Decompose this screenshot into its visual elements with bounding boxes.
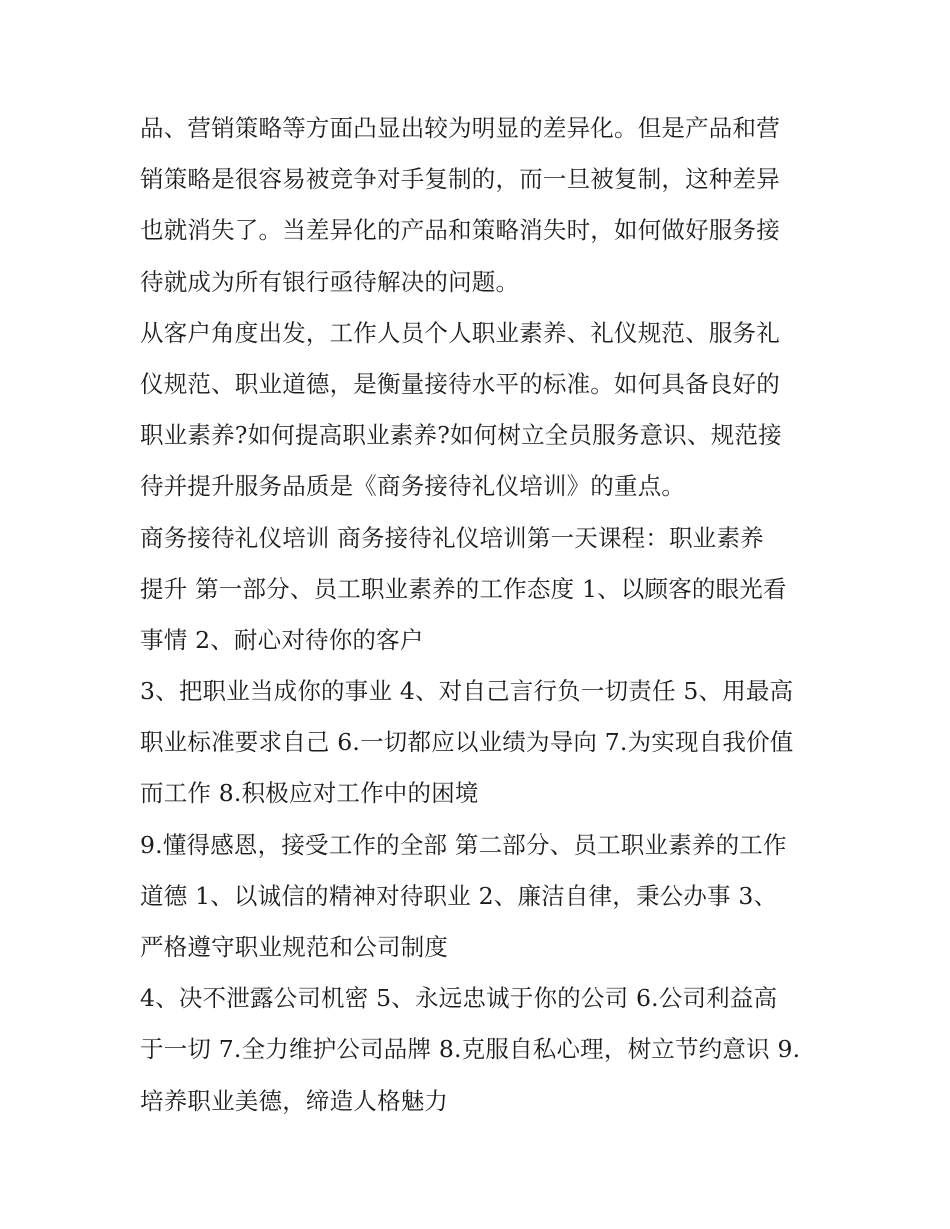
text-line: 9.懂得感恩，接受工作的全部 第二部分、员工职业素养的工作 [140,830,787,859]
paragraph-1 [140,103,820,308]
text-line: 严格遵守职业规范和公司制度 [140,933,449,961]
paragraph-3 [140,513,820,667]
paragraph-2 [140,308,820,513]
text-line: 也就消失了。当差异化的产品和策略消失时，如何做好服务接 [140,216,780,245]
text-line: 从客户角度出发，工作人员个人职业素养、礼仪规范、服务礼 [140,318,780,347]
text-line: 提升 第一部分、员工职业素养的工作态度 1、以顾客的眼光看 [140,574,787,603]
text-line: 培养职业美德，缔造人格魅力 [140,1086,449,1115]
text-line: 道德 1、以诚信的精神对待职业 2、廉洁自律，秉公办事 3、 [140,881,778,910]
text-line: 3、把职业当成你的事业 4、对自己言行负一切责任 5、用最高 [140,677,794,706]
text-line: 事情 2、耐心对待你的客户 [140,625,424,654]
paragraph-4 [140,666,820,820]
text-line: 商务接待礼仪培训 商务接待礼仪培训第一天课程：职业素养 [140,523,764,552]
paragraph-6 [140,973,820,1127]
text-line: 销策略是很容易被竞争对手复制的，而一旦被复制，这种差异 [140,165,780,194]
text-line: 仪规范、职业道德，是衡量接待水平的标准。如何具备良好的 [140,369,780,398]
text-line: 待就成为所有银行亟待解决的问题。 [140,267,520,296]
text-line: 而工作 8.积极应对工作中的困境 [140,779,479,808]
text-line: 职业素养?如何提高职业素养?如何树立全员服务意识、规范接 [140,421,782,450]
document-body [140,103,820,1127]
text-line: 待并提升服务品质是《商务接待礼仪培训》的重点。 [140,472,686,501]
text-line: 品、营销策略等方面凸显出较为明显的差异化。但是产品和营 [140,114,780,142]
text-line: 职业标准要求自己 6.一切都应以业绩为导向 7.为实现自我价值 [140,728,794,757]
text-line: 4、决不泄露公司机密 5、永远忠诚于你的公司 6.公司利益高 [140,984,778,1013]
text-line: 于一切 7.全力维护公司品牌 8.克服自私心理，树立节约意识 9. [140,1035,801,1064]
paragraph-5 [140,820,820,974]
